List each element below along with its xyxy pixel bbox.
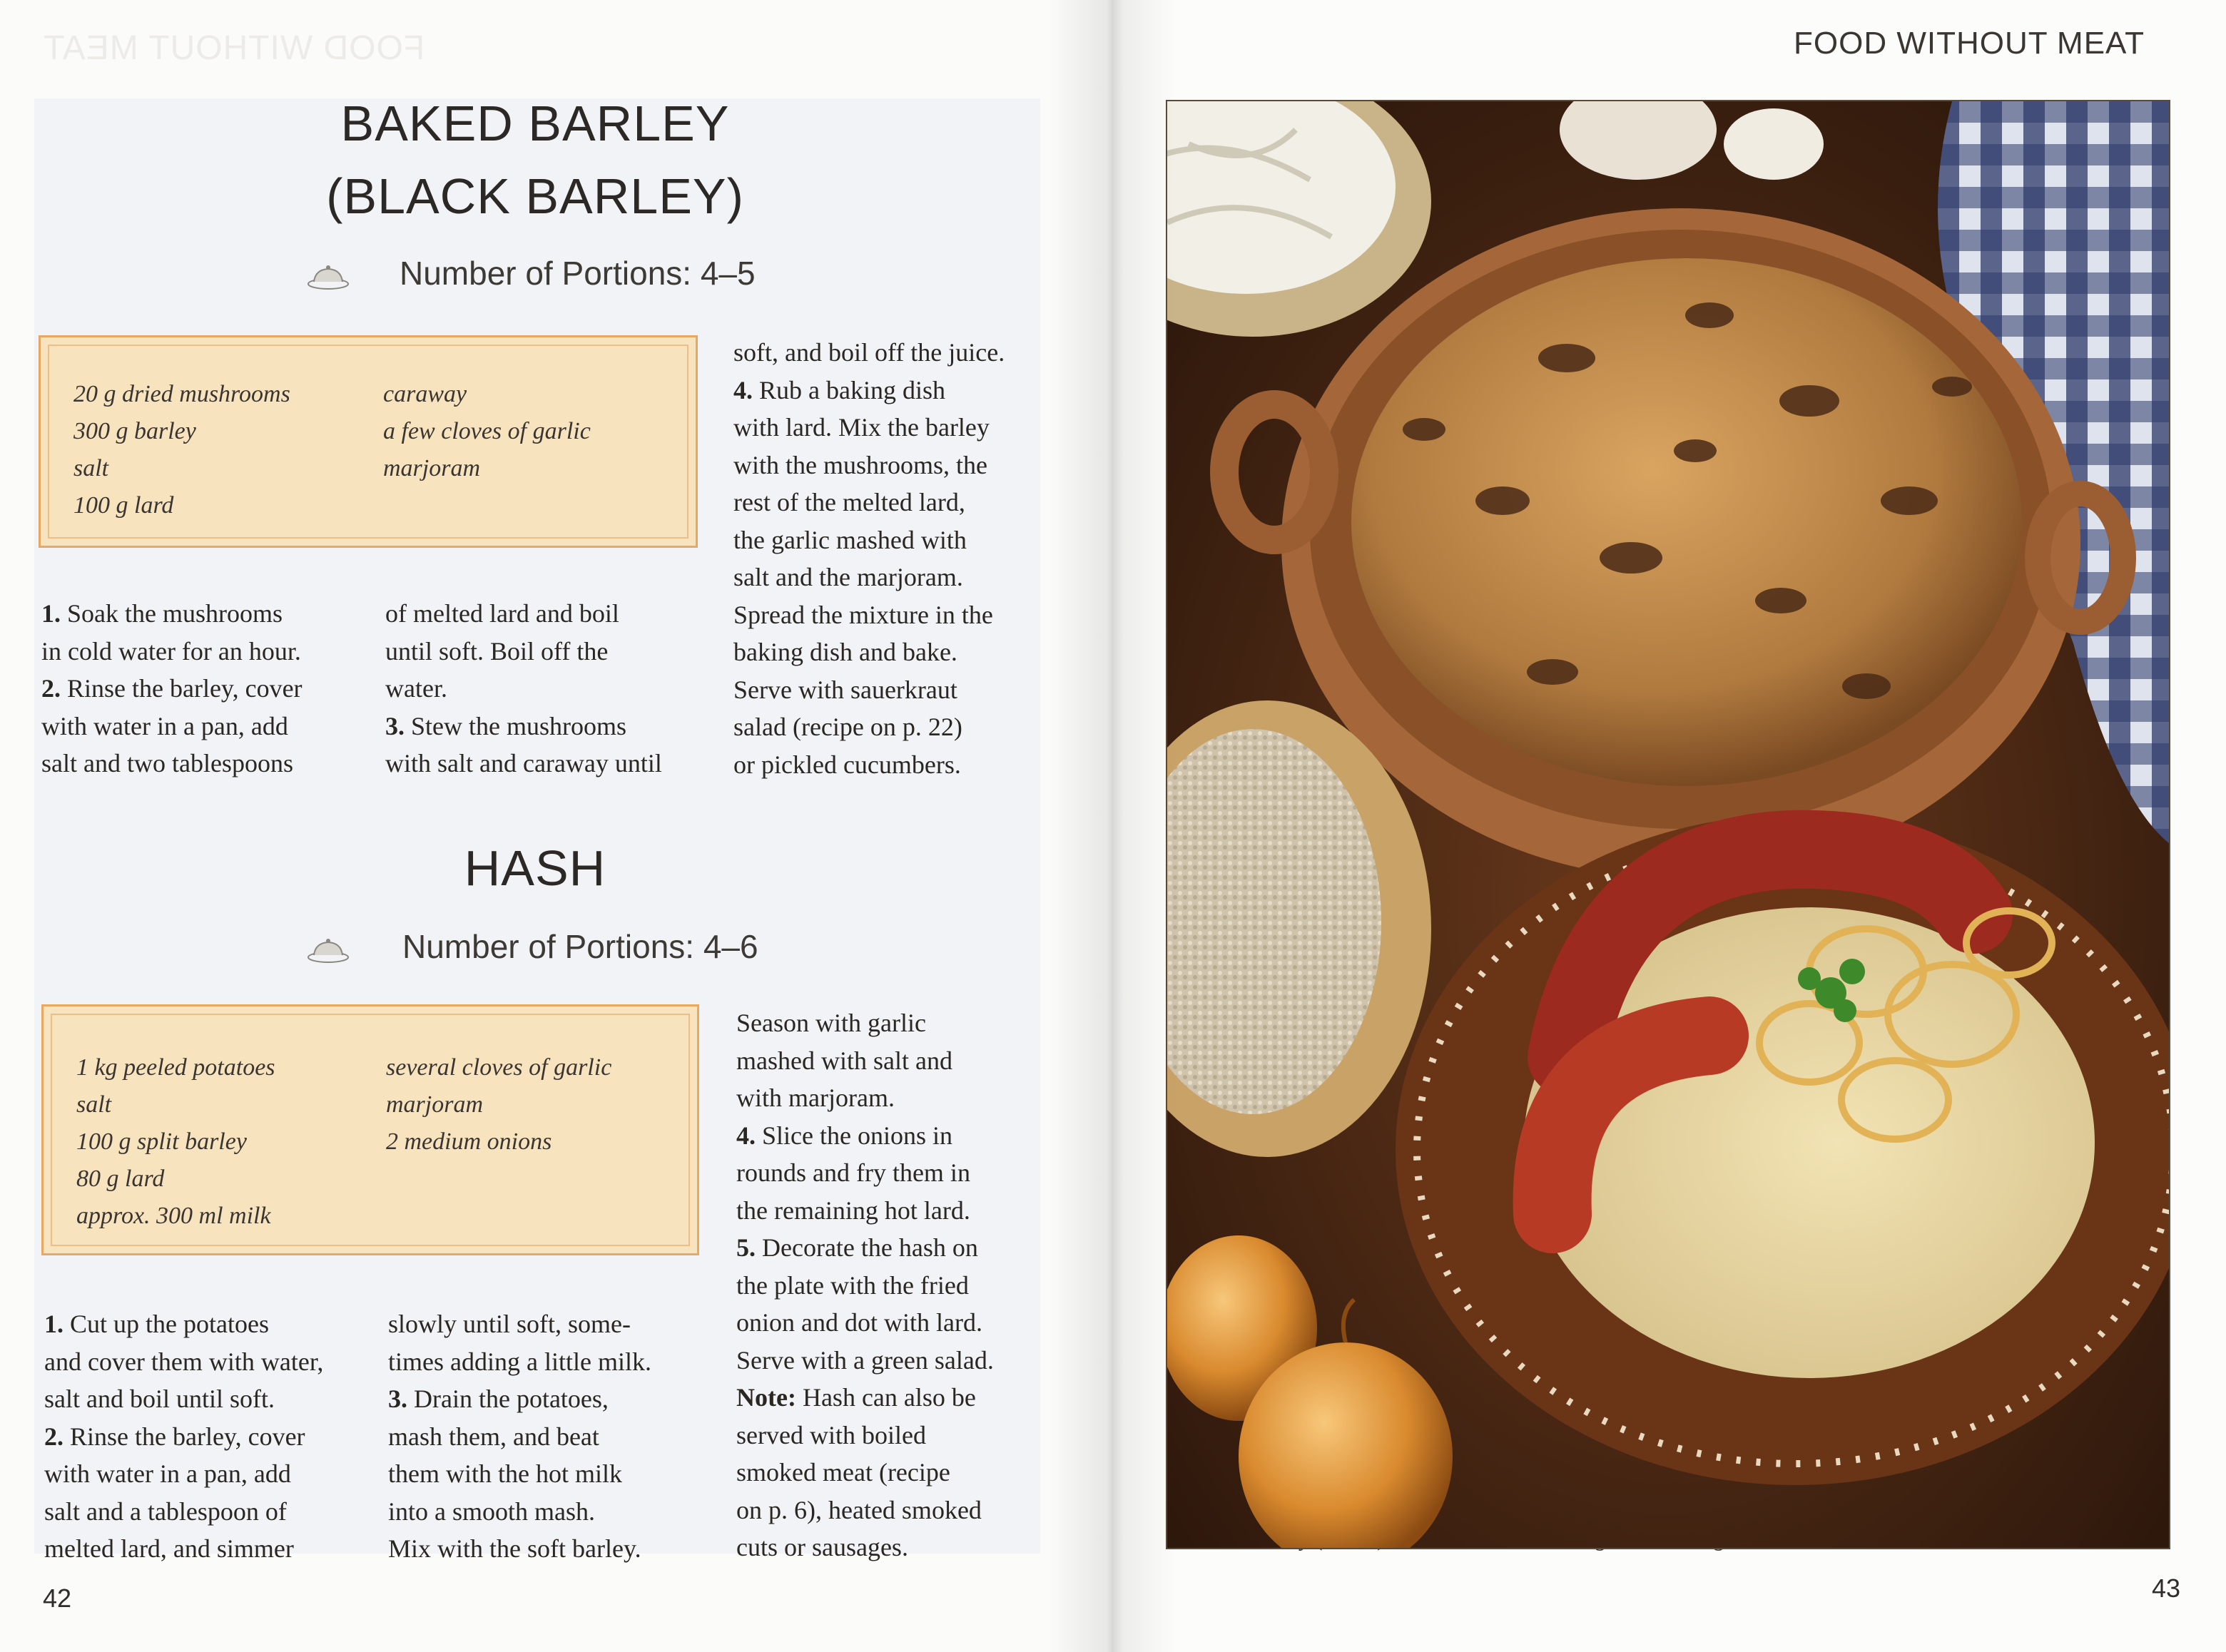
method-line: the garlic mashed with: [733, 525, 967, 554]
recipe-title-hash: HASH: [464, 840, 606, 896]
method-line: salt and a tablespoon of: [44, 1497, 287, 1526]
method-line: with water in a pan, add: [41, 711, 288, 740]
ingredient-item: 2 medium onions: [386, 1128, 552, 1155]
ingredients-list: [73, 376, 290, 524]
method-line: mashed with salt and: [736, 1046, 952, 1075]
method-column-1: [41, 595, 355, 782]
method-line: rounds and fry them in: [736, 1158, 970, 1187]
ingredients-box-baked-barley: [39, 335, 698, 548]
method-line: Note: Hash can also be: [736, 1383, 976, 1412]
method-line: onion and dot with lard.: [736, 1308, 982, 1337]
roast-dish-icon: [305, 936, 351, 964]
method-line: Season with garlic: [736, 1009, 926, 1037]
method-line: them with the hot milk: [388, 1459, 622, 1488]
method-line: 2. Rinse the barley, cover: [41, 674, 303, 703]
method-line: 5. Decorate the hash on: [736, 1233, 978, 1262]
method-line: melted lard, and simmer: [44, 1534, 294, 1563]
ingredient-item: 20 g dried mushrooms: [73, 381, 290, 407]
method-column-1: [44, 1305, 358, 1568]
method-line: and cover them with water,: [44, 1347, 324, 1376]
method-line: smoked meat (recipe: [736, 1458, 950, 1487]
method-line: 1. Soak the mushrooms: [41, 599, 283, 628]
method-line: in cold water for an hour.: [41, 636, 301, 666]
method-line: water.: [385, 674, 447, 703]
ingredient-item: approx. 300 ml milk: [76, 1203, 271, 1229]
portions-hash: Number of Portions: 4–6: [402, 928, 758, 965]
method-line: with lard. Mix the barley: [733, 413, 990, 442]
method-line: into a smooth mash.: [388, 1497, 595, 1526]
method-line: Serve with sauerkraut: [733, 675, 957, 704]
method-line: slowly until soft, some-: [388, 1310, 631, 1338]
page-number: 43: [2152, 1574, 2181, 1603]
ingredient-item: 100 g lard: [73, 492, 174, 519]
method-line: Serve with a green salad.: [736, 1345, 994, 1375]
ingredients-list: [383, 376, 591, 487]
ingredient-item: 300 g barley: [73, 418, 196, 444]
method-line: rest of the melted lard,: [733, 488, 965, 516]
method-line: or pickled cucumbers.: [733, 750, 961, 779]
ingredient-item: a few cloves of garlic: [383, 418, 591, 444]
method-line: mash them, and beat: [388, 1422, 599, 1451]
method-line: with the mushrooms, the: [733, 450, 987, 479]
method-line: baking dish and bake.: [733, 638, 957, 666]
food-photo-illustration: [1167, 101, 2169, 1548]
method-line: with water in a pan, add: [44, 1459, 291, 1488]
ingredients-list: [76, 1049, 275, 1235]
ingredient-item: salt: [73, 455, 109, 481]
method-line: 4. Slice the onions in: [736, 1121, 952, 1150]
method-line: Spread the mixture in the: [733, 600, 993, 629]
ingredient-item: 100 g split barley: [76, 1128, 247, 1155]
method-line: times adding a little milk.: [388, 1347, 651, 1376]
method-line: 1. Cut up the potatoes: [44, 1310, 269, 1338]
ingredient-item: 1 kg peeled potatoes: [76, 1054, 275, 1081]
page-number: 42: [43, 1584, 72, 1613]
ingredient-item: 80 g lard: [76, 1166, 165, 1192]
ingredients-box-hash: [41, 1004, 699, 1255]
show-through-text: FOOD WITHOUT MEAT: [43, 29, 425, 67]
ingredient-item: several cloves of garlic: [386, 1054, 612, 1081]
method-column-2: [385, 595, 699, 782]
method-line: salt and two tablespoons: [41, 749, 293, 777]
ingredients-list: [386, 1049, 611, 1161]
method-line: salad (recipe on p. 22): [733, 713, 962, 741]
method-line: salt and boil until soft.: [44, 1385, 275, 1413]
method-line: salt and the marjoram.: [733, 563, 963, 591]
method-column-3: [733, 334, 1047, 783]
method-column-3: [736, 1004, 1050, 1566]
method-line: the plate with the fried: [736, 1270, 969, 1300]
method-line: 3. Drain the potatoes,: [388, 1385, 609, 1413]
ingredient-item: marjoram: [386, 1091, 484, 1118]
method-line: 4. Rub a baking dish: [733, 375, 945, 404]
portions-baked-barley: Number of Portions: 4–5: [400, 255, 756, 292]
method-line: on p. 6), heated smoked: [736, 1495, 982, 1524]
ingredient-item: marjoram: [383, 455, 481, 481]
method-line: soft, and boil off the juice.: [733, 338, 1005, 367]
ingredient-item: salt: [76, 1091, 112, 1118]
method-line: cuts or sausages.: [736, 1533, 908, 1561]
method-line: of melted lard and boil: [385, 599, 619, 628]
method-line: with salt and caraway until: [385, 749, 662, 777]
method-line: the remaining hot lard.: [736, 1195, 970, 1225]
method-line: 3. Stew the mushrooms: [385, 711, 626, 740]
roast-dish-icon: [305, 262, 351, 291]
method-line: served with boiled: [736, 1420, 926, 1449]
method-column-2: [388, 1305, 702, 1568]
method-line: 2. Rinse the barley, cover: [44, 1422, 305, 1451]
method-line: Mix with the soft barley.: [388, 1534, 641, 1563]
food-photo: [1166, 100, 2170, 1549]
recipe-title-baked-barley: BAKED BARLEY (BLACK BARLEY): [326, 96, 744, 224]
running-head: FOOD WITHOUT MEAT: [1794, 26, 2145, 61]
method-line: with marjoram.: [736, 1084, 895, 1112]
method-line: until soft. Boil off the: [385, 636, 609, 666]
ingredient-item: caraway: [383, 381, 467, 407]
